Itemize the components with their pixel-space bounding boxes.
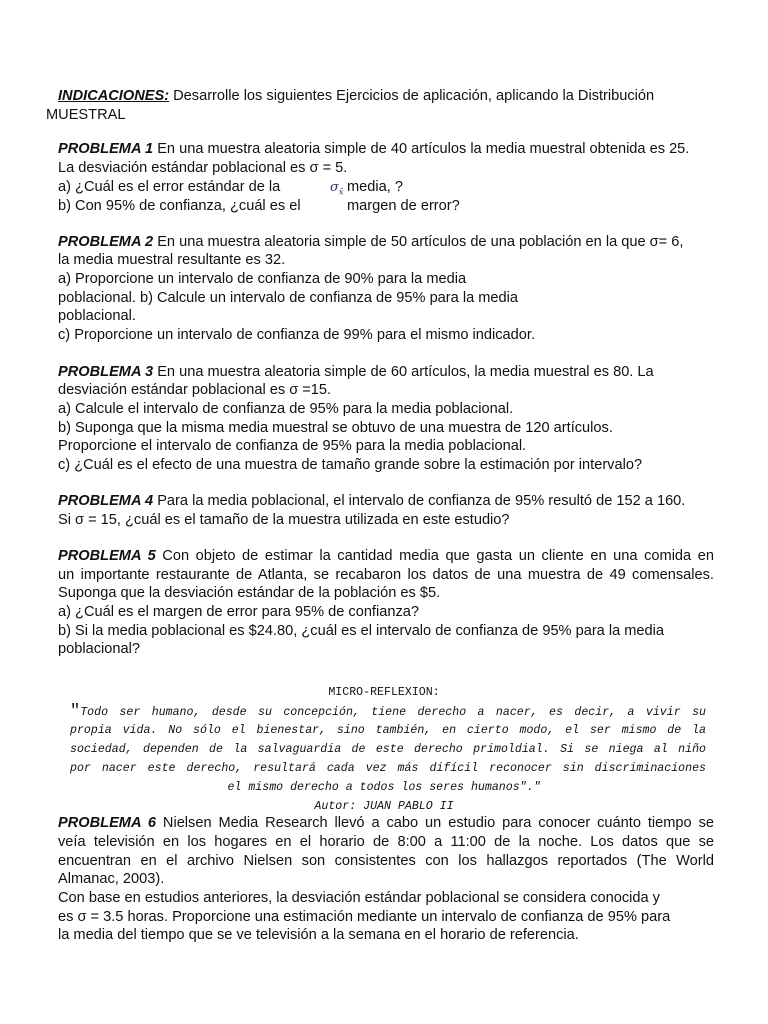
problema-2-line-5: poblacional. bbox=[58, 308, 136, 324]
problema-2-line-4: poblacional. b) Calcule un intervalo de confianza de 95% para la media bbox=[58, 290, 518, 306]
problema-4-line-1: PROBLEMA 4 Para la media poblacional, el intervalo de confianza de 95% resultó de 152 a 160. bbox=[58, 493, 686, 509]
problema-5-line-1: PROBLEMA 5 Con objeto de estimar la cantidad media que gasta un cliente en una comida en bbox=[58, 548, 715, 564]
problema-3-line-6: c) ¿Cuál es el efecto de una muestra de tamaño grande sobre la estimación por intervalo? bbox=[58, 457, 643, 473]
problema-2-title: PROBLEMA 2 bbox=[58, 234, 154, 250]
problema-2-line-1: PROBLEMA 2 En una muestra aleatoria simple de 50 artículos de una población en la que σ= 6, bbox=[58, 234, 684, 250]
problema-5-line-3: Suponga que la desviación estándar de la población es $5. bbox=[58, 585, 441, 601]
problema-3-line-2: desviación estándar poblacional es σ =15. bbox=[58, 382, 332, 398]
problema-2-line-3: a) Proporcione un intervalo de confianza de 90% para la media bbox=[58, 271, 467, 287]
indicaciones-line-2: MUESTRAL bbox=[46, 107, 126, 123]
problema-3-title: PROBLEMA 3 bbox=[58, 364, 154, 380]
reflexion-line-3: sociedad, dependen de la salvaguardia de este derecho primoldial. Si se niega al niño bbox=[70, 743, 706, 756]
problema-5-title: PROBLEMA 5 bbox=[58, 548, 156, 564]
indicaciones-label: INDICACIONES: bbox=[58, 88, 170, 104]
reflexion-author: Autor: JUAN PABLO II bbox=[314, 800, 454, 813]
sigma-xbar-formula-icon: $\sigma_{x̄}$ bbox=[330, 180, 344, 197]
problema-6-line-5: Con base en estudios anteriores, la desviación estándar poblacional se considera conocida y bbox=[58, 890, 660, 906]
problema-6-line-6: es σ = 3.5 horas. Proporcione una estimación mediante un intervalo de confianza de 95% para bbox=[58, 909, 671, 925]
problema-5-line-2: un importante restaurante de Atlanta, se recabaron los datos de una muestra de 49 comensales. bbox=[58, 567, 714, 583]
problema-3-line-4: b) Suponga que la misma media muestral se obtuvo de una muestra de 120 artículos. bbox=[58, 420, 613, 436]
reflexion-line-1: "Todo ser humano, desde su concepción, tiene derecho a nacer, es decir, a vivir su bbox=[70, 702, 706, 721]
problema-6-line-7: la media del tiempo que se ve televisión a la semana en el horario de referencia. bbox=[58, 927, 579, 943]
problema-2-line-2: la media muestral resultante es 32. bbox=[58, 252, 286, 268]
reflexion-line-5: el mismo derecho a todos los seres humanos"." bbox=[227, 781, 541, 794]
problema-3-line-1: PROBLEMA 3 En una muestra aleatoria simple de 60 artículos, la media muestral es 80. La bbox=[58, 364, 654, 380]
indicaciones-line-1 bbox=[58, 87, 654, 106]
problema-2-line-6: c) Proporcione un intervalo de confianza de 99% para el mismo indicador. bbox=[58, 327, 535, 343]
problema-4-title: PROBLEMA 4 bbox=[58, 493, 154, 509]
problema-5-line-5: b) Si la media poblacional es $24.80, ¿cuál es el intervalo de confianza de 95% para la media bbox=[58, 623, 665, 639]
problema-5-line-6: poblacional? bbox=[58, 641, 140, 657]
problema-6-title: PROBLEMA 6 bbox=[58, 815, 156, 831]
problema-6-line-4: Almanac, 2003). bbox=[58, 871, 165, 887]
indicaciones-text: Desarrolle los siguientes Ejercicios de aplicación, aplicando la Distribución bbox=[169, 88, 655, 104]
reflexion-line-2: propia vida. No sólo el bienestar, sino también, en cierto modo, el ser mismo de la bbox=[70, 724, 706, 737]
problema-6-line-2: veía televisión en los hogares en el horario de 8:00 a 11:00 de la noche. Los datos que se bbox=[58, 834, 714, 850]
problema-1-line-1: PROBLEMA 1 En una muestra aleatoria simple de 40 artículos la media muestral obtenida es 25. bbox=[58, 141, 690, 157]
open-quote-mark: " bbox=[70, 702, 81, 721]
problema-1-line-4b: margen de error? bbox=[347, 198, 460, 214]
problema-3-line-5: Proporcione el intervalo de confianza de 95% para la media poblacional. bbox=[58, 438, 527, 454]
problema-1-line-4a: b) Con 95% de confianza, ¿cuál es el bbox=[58, 198, 301, 214]
problema-1-line-3b: media, ? bbox=[347, 179, 403, 195]
problema-1-title: PROBLEMA 1 bbox=[58, 141, 154, 157]
reflexion-line-4: por nacer este derecho, resultará cada vez más difícil reconocer sin discriminaciones bbox=[70, 762, 706, 775]
problema-4-line-2: Si σ = 15, ¿cuál es el tamaño de la muestra utilizada en este estudio? bbox=[58, 512, 510, 528]
problema-1-line-3a: a) ¿Cuál es el error estándar de la bbox=[58, 179, 281, 195]
problema-5-line-4: a) ¿Cuál es el margen de error para 95% de confianza? bbox=[58, 604, 419, 620]
problema-3-line-3: a) Calcule el intervalo de confianza de 95% para la media poblacional. bbox=[58, 401, 514, 417]
problema-6-line-3: encuentran en el archivo Nielsen son consistentes con los hallazgos reportados (The World bbox=[58, 853, 714, 869]
problema-1-line-2: La desviación estándar poblacional es σ = 5. bbox=[58, 160, 348, 176]
problema-6-line-1: PROBLEMA 6 Nielsen Media Research llevó a cabo un estudio para conocer cuánto tiempo se bbox=[58, 815, 714, 831]
reflexion-title: MICRO-REFLEXION: bbox=[328, 686, 440, 699]
